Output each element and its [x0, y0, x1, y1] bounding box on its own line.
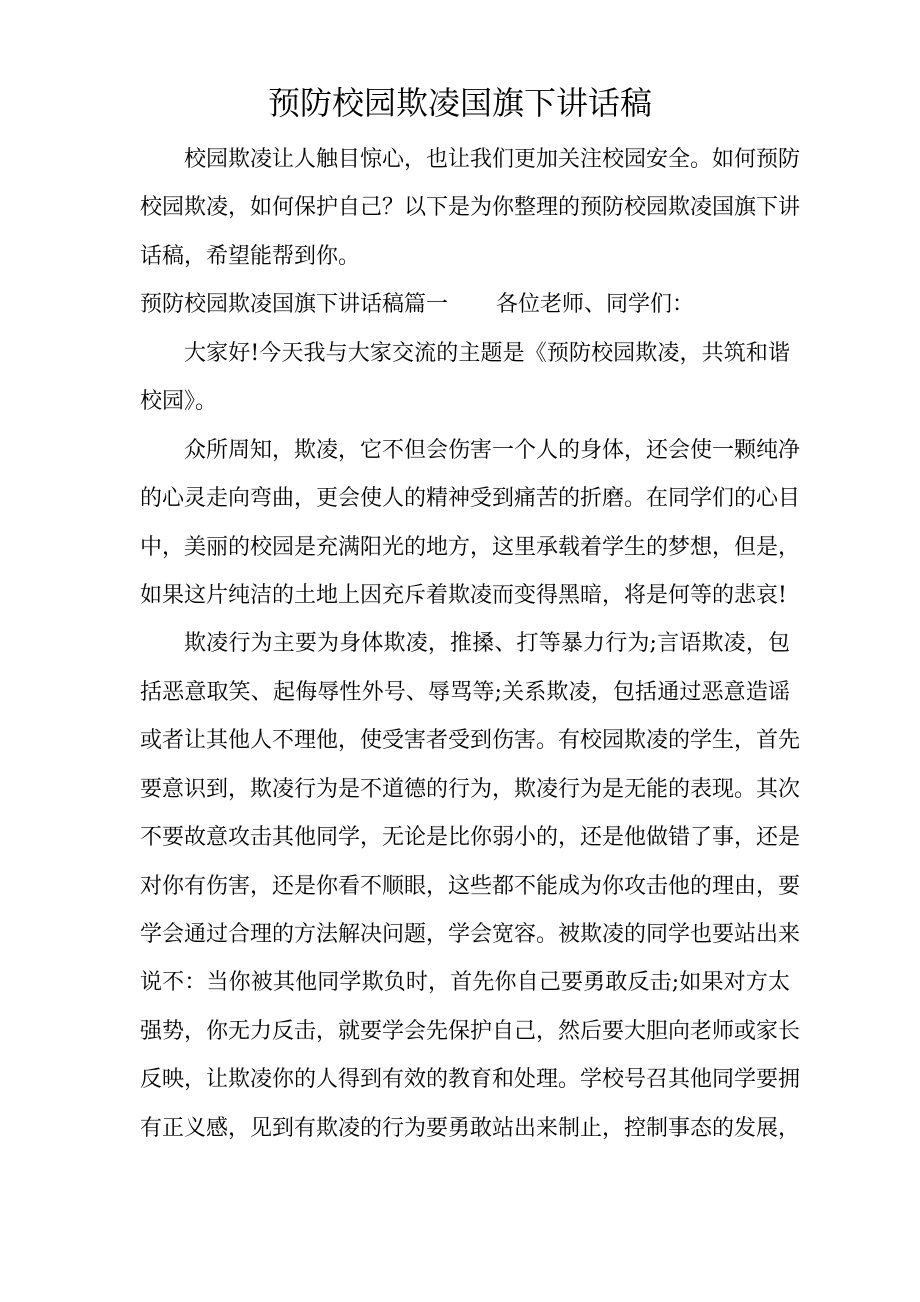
text-line: 不要故意攻击其他同学，无论是比你弱小的，还是他做错了事，还是	[140, 825, 801, 851]
text-line: 的心灵走向弯曲，更会使人的精神受到痛苦的折磨。在同学们的心目	[140, 486, 801, 512]
text-line: 话稿，希望能帮到你。	[140, 243, 361, 269]
intro-paragraph	[140, 136, 801, 281]
section-title: 预防校园欺凌国旗下讲话稿篇一	[140, 292, 449, 318]
text-line: 校园欺凌，如何保护自己？以下是为你整理的预防校园欺凌国旗下讲	[140, 195, 801, 221]
section-heading	[140, 281, 790, 329]
document-title: 预防校园欺凌国旗下讲话稿	[267, 84, 652, 122]
text-line: 对你有伤害，还是你看不顺眼，这些都不能成为你攻击他的理由，要	[140, 873, 801, 899]
text-line: 众所周知，欺凌，它不但会伤害一个人的身体，还会使一颗纯净	[184, 437, 801, 463]
salutation: 各位老师、同学们：	[496, 292, 695, 318]
body-paragraph	[140, 620, 801, 1153]
document-body	[140, 136, 801, 1153]
text-line: 校园欺凌让人触目惊心，也让我们更加关注校园安全。如何预防	[184, 147, 801, 172]
text-line: 要意识到，欺凌行为是不道德的行为，欺凌行为是无能的表现。其次	[140, 776, 801, 802]
text-line: 欺凌行为主要为身体欺凌，推搡、打等暴力行为;言语欺凌，包	[184, 631, 790, 657]
text-line: 反映，让欺凌你的人得到有效的教育和处理。学校号召其他同学要拥	[140, 1067, 801, 1093]
text-line: 校园》。	[140, 389, 218, 415]
text-line: 有正义感，见到有欺凌的行为要勇敢站出来制止，控制事态的发展，	[140, 1115, 801, 1141]
text-line: 说不：当你被其他同学欺负时，首先你自己要勇敢反击;如果对方太	[140, 970, 790, 996]
text-line: 如果这片纯洁的土地上因充斥着欺凌而变得黑暗，将是何等的悲哀!	[140, 582, 787, 608]
text-line: 中，美丽的校园是充满阳光的地方，这里承载着学生的梦想，但是，	[140, 534, 801, 560]
text-line: 括恶意取笑、起侮辱性外号、辱骂等;关系欺凌，包括通过恶意造谣	[140, 679, 790, 705]
text-line: 大家好!今天我与大家交流的主题是《预防校园欺凌，共筑和谐	[184, 340, 790, 366]
body-paragraph	[140, 330, 790, 427]
body-paragraph	[140, 427, 801, 621]
text-line: 强势，你无力反击，就要学会先保护自己，然后要大胆向老师或家长	[140, 1018, 801, 1044]
text-line: 学会通过合理的方法解决问题，学会宽容。被欺凌的同学也要站出来	[140, 922, 801, 947]
text-line: 或者让其他人不理他，使受害者受到伤害。有校园欺凌的学生，首先	[140, 728, 801, 754]
